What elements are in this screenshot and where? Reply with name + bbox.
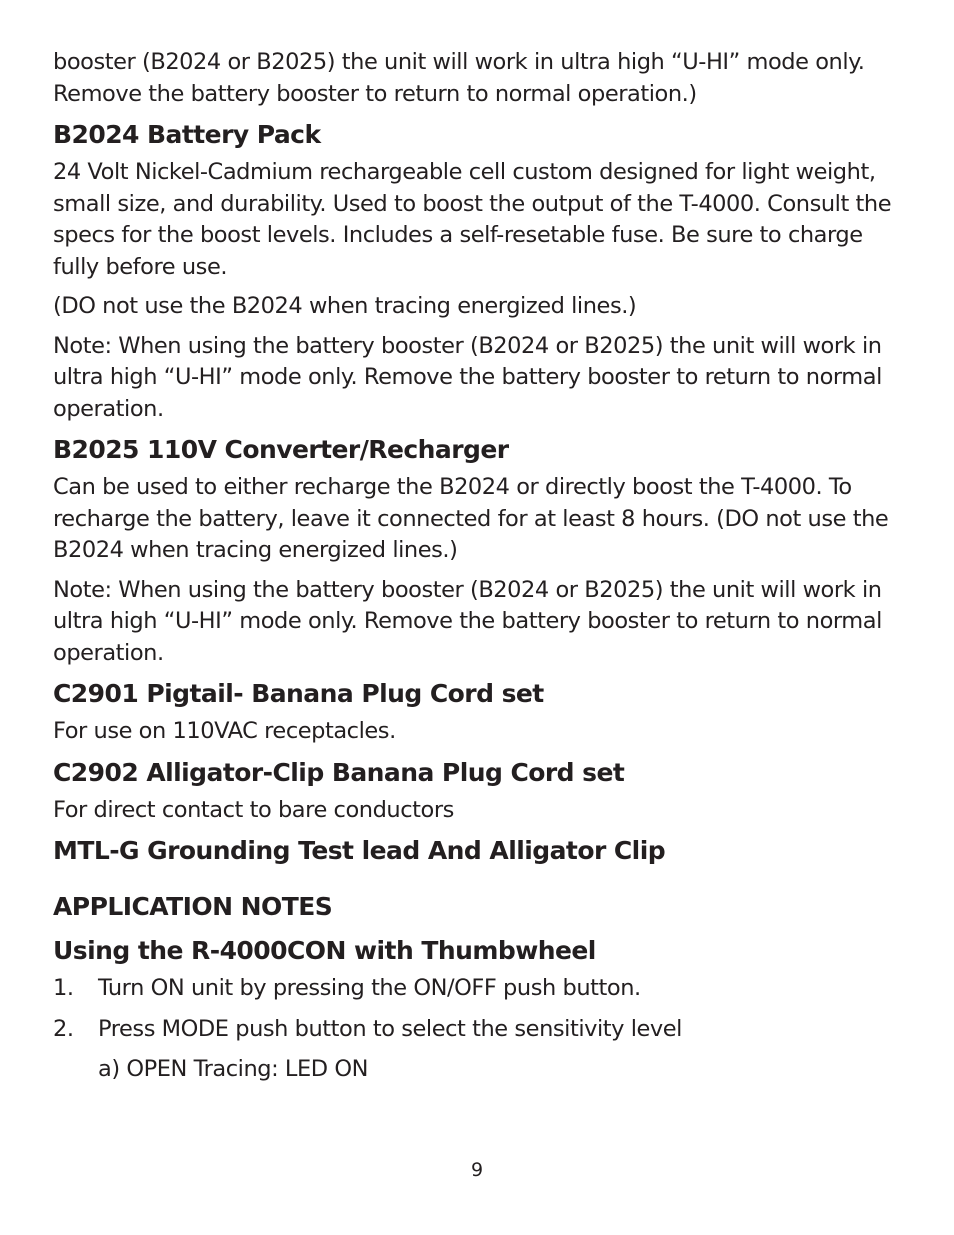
- c2901-heading: C2901 Pigtail- Banana Plug Cord set: [53, 679, 544, 708]
- manual-page-content: [53, 47, 913, 1086]
- b2025-description: Can be used to either recharge the B2024 or directly boost the T-4000. To recharge the battery, leave it connected for at least 8 hours. (DO not use the B2024 when tracing energized lines.): [53, 474, 889, 563]
- substep-item: a) OPEN Tracing: LED ON: [98, 1056, 368, 1082]
- step-text: Press MODE push button to select the sensitivity level: [98, 1015, 682, 1042]
- intro-continuation-paragraph: booster (B2024 or B2025) the unit will work in ultra high “U-HI” mode only. Remove the battery booster to return to normal operation.): [53, 49, 865, 107]
- b2025-note: Note: When using the battery booster (B2024 or B2025) the unit will work in ultra high “U-HI” mode only. Remove the battery booster to return to normal operation.: [53, 576, 882, 666]
- step-number: 1.: [53, 975, 74, 1001]
- c2901-description: For use on 110VAC receptacles.: [53, 718, 396, 744]
- page-number: 9: [470, 1159, 484, 1181]
- c2902-description: For direct contact to bare conductors: [53, 796, 454, 823]
- b2024-description: 24 Volt Nickel-Cadmium rechargeable cell custom designed for light weight, small size, and durability. Used to boost the output of the T-4000. Consult the specs for the boost levels. Includes a self-resetable fuse. Be sure to charge fully before use.: [53, 159, 892, 280]
- c2902-heading: C2902 Alligator-Clip Banana Plug Cord set: [53, 757, 625, 787]
- b2025-heading: B2025 110V Converter/Recharger: [53, 435, 509, 464]
- b2024-heading: B2024 Battery Pack: [53, 120, 321, 149]
- b2024-warning: (DO not use the B2024 when tracing energized lines.): [53, 293, 637, 319]
- b2024-note: Note: When using the battery booster (B2024 or B2025) the unit will work in ultra high “U-HI” mode only. Remove the battery booster to return to normal operation.: [53, 332, 882, 422]
- list-item: [53, 973, 913, 1005]
- steps-list: [53, 973, 913, 1045]
- application-notes-subheading: Using the R-4000CON with Thumbwheel: [53, 936, 596, 965]
- mtlg-heading: MTL-G Grounding Test lead And Alligator Clip: [53, 836, 666, 865]
- step-text: Turn ON unit by pressing the ON/OFF push button.: [98, 975, 641, 1001]
- application-notes-heading: APPLICATION NOTES: [53, 892, 333, 921]
- step-number: 2.: [53, 1015, 74, 1042]
- list-item: [53, 1014, 913, 1046]
